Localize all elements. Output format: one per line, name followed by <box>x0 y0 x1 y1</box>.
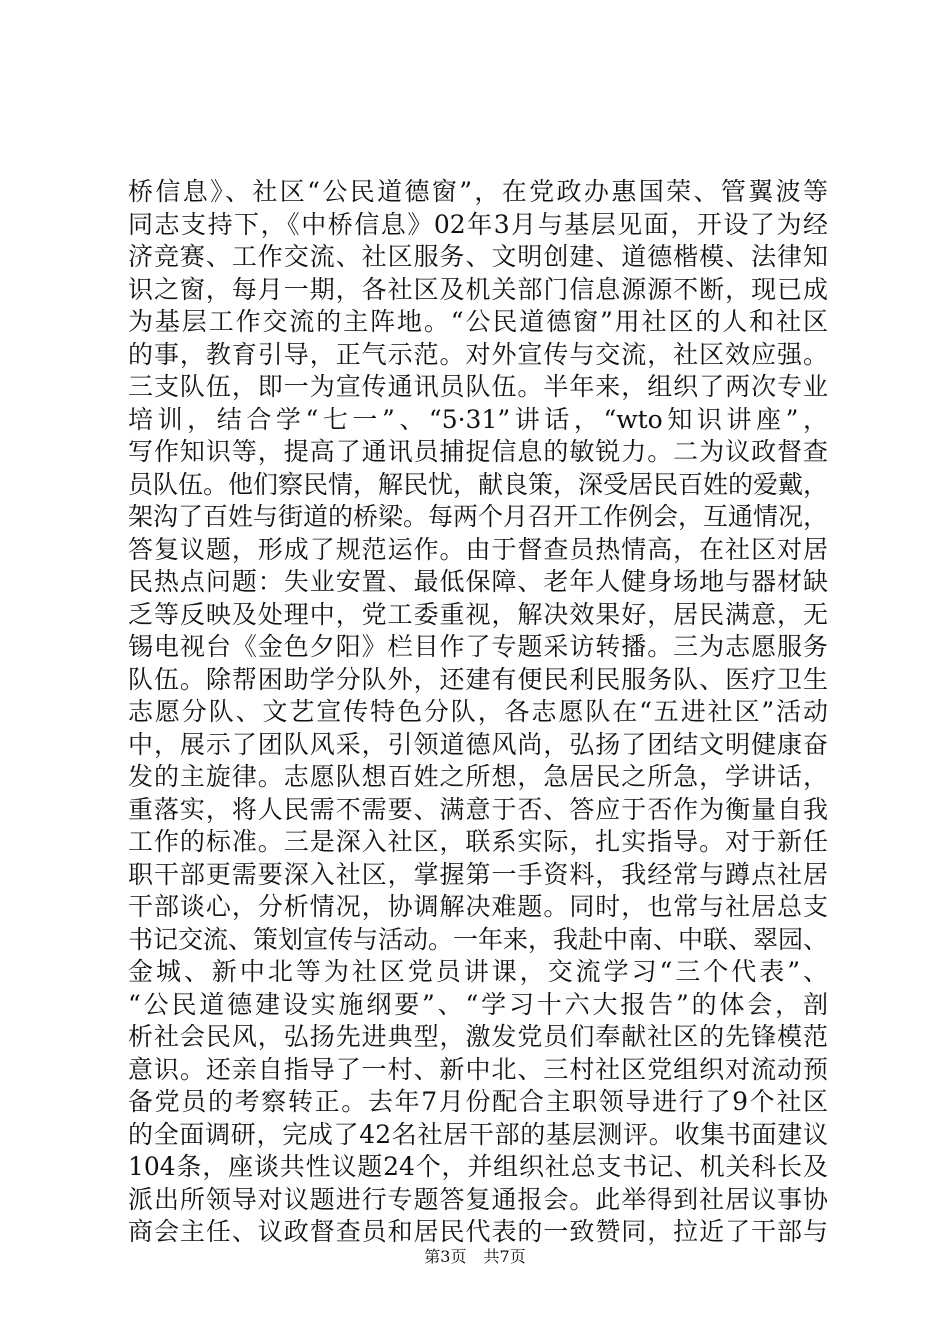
text-line: 意识。还亲自指导了一村、新中北、三村社区党组织对流动预 <box>128 1054 828 1084</box>
page-number: 第3页 <box>424 1247 467 1266</box>
text-line: 干部谈心，分析情况，协调解决难题。同时，也常与社居总支 <box>128 892 828 921</box>
text-line: 书记交流、策划宣传与活动。一年来，我赴中南、中联、翠园、 <box>128 924 829 954</box>
text-line: “公民道德建设实施纲要”、“学习十六大报告”的体会，剖 <box>128 989 828 1019</box>
page-footer <box>0 1247 950 1267</box>
text-line: 乏等反映及处理中，党工委重视，解决效果好，居民满意，无 <box>128 599 828 629</box>
text-line: 备党员的考察转正。去年7月份配合主职领导进行了9个社区 <box>128 1087 828 1116</box>
text-line: 志愿分队、文艺宣传特色分队，各志愿队在“五进社区”活动 <box>128 697 828 726</box>
text-line: 职干部更需要深入社区，掌握第一手资料，我经常与蹲点社居 <box>128 859 828 889</box>
text-line: 识之窗，每月一期，各社区及机关部门信息源源不断，现已成 <box>128 274 828 304</box>
text-line: 重落实，将人民需不需要、满意于否、答应于否作为衡量自我 <box>128 794 828 824</box>
text-line: 写作知识等，提高了通讯员捕捉信息的敏锐力。二为议政督查 <box>128 437 828 466</box>
text-line: 发的主旋律。志愿队想百姓之所想，急居民之所急，学讲话， <box>128 762 828 791</box>
body-text <box>128 176 828 1249</box>
text-line: 为基层工作交流的主阵地。“公民道德窗”用社区的人和社区 <box>128 307 828 336</box>
text-line: 答复议题，形成了规范运作。由于督查员热情高，在社区对居 <box>128 534 828 564</box>
text-line: 工作的标准。三是深入社区，联系实际，扎实指导。对于新任 <box>128 827 828 856</box>
text-line: 员队伍。他们察民情，解民忧，献良策，深受居民百姓的爱戴， <box>128 469 829 499</box>
text-line: 的事，教育引导，正气示范。对外宣传与交流，社区效应强。 <box>128 339 828 369</box>
text-line: 锡电视台《金色夕阳》栏目作了专题采访转播。三为志愿服务 <box>128 632 828 661</box>
text-line: 派出所领导对议题进行专题答复通报会。此举得到社居议事协 <box>128 1184 828 1214</box>
text-line: 济竞赛、工作交流、社区服务、文明创建、道德楷模、法律知 <box>128 242 828 271</box>
text-line: 民热点问题：失业安置、最低保障、老年人健身场地与器材缺 <box>128 567 828 596</box>
text-line: 中，展示了团队风采，引领道德风尚，弘扬了团结文明健康奋 <box>128 729 828 759</box>
text-line: 析社会民风，弘扬先进典型，激发党员们奉献社区的先锋模范 <box>128 1022 828 1051</box>
text-line: 三支队伍，即一为宣传通讯员队伍。半年来，组织了两次专业 <box>128 372 828 401</box>
text-line: 金城、新中北等为社区党员讲课，交流学习“三个代表”、 <box>128 957 828 986</box>
text-line: 队伍。除帮困助学分队外，还建有便民利民服务队、医疗卫生 <box>128 664 828 694</box>
text-line: 桥信息》、社区“公民道德窗”，在党政办惠国荣、管翼波等 <box>128 177 828 206</box>
text-line: 104条，座谈共性议题24个，并组织社总支书记、机关科长及 <box>128 1152 828 1181</box>
text-line: 商会主任、议政督查员和居民代表的一致赞同，拉近了干部与 <box>128 1217 828 1246</box>
text-line: 的全面调研，完成了42名社居干部的基层测评。收集书面建议 <box>128 1119 828 1149</box>
page-total: 共7页 <box>483 1247 526 1266</box>
text-line: 培训，结合学“七一”、“5·31”讲话，“wto知识讲座”， <box>128 404 828 434</box>
text-line: 同志支持下，《中桥信息》02年3月与基层见面，开设了为经 <box>128 209 828 239</box>
text-line: 架沟了百姓与街道的桥梁。每两个月召开工作例会，互通情况， <box>128 502 829 531</box>
